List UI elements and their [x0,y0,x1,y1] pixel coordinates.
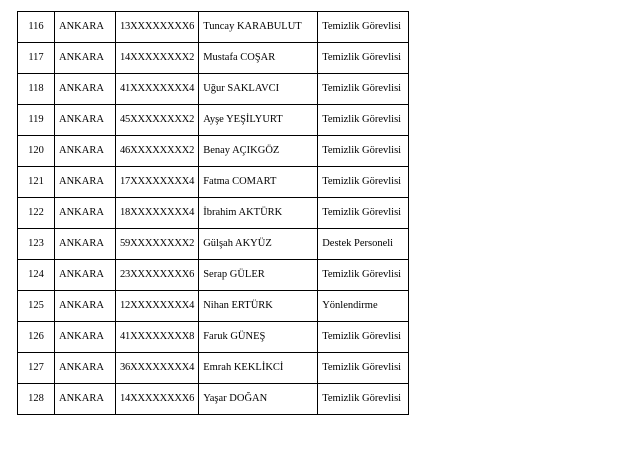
row-city: ANKARA [55,384,116,415]
row-role: Temizlik Görevlisi [318,12,409,43]
row-role: Temizlik Görevlisi [318,167,409,198]
personnel-table-container [17,11,409,415]
row-name: Gülşah AKYÜZ [199,229,318,260]
table-row [18,12,409,43]
row-id: 46XXXXXXXX2 [116,136,199,167]
row-role: Yönlendirme [318,291,409,322]
row-number: 116 [18,12,55,43]
row-number: 128 [18,384,55,415]
row-id: 14XXXXXXXX2 [116,43,199,74]
personnel-table [17,11,409,415]
row-role: Temizlik Görevlisi [318,198,409,229]
row-name: Faruk GÜNEŞ [199,322,318,353]
row-number: 120 [18,136,55,167]
row-number: 119 [18,105,55,136]
row-number: 127 [18,353,55,384]
row-role: Temizlik Görevlisi [318,353,409,384]
row-id: 45XXXXXXXX2 [116,105,199,136]
table-row [18,260,409,291]
row-name: Nihan ERTÜRK [199,291,318,322]
row-role: Temizlik Görevlisi [318,136,409,167]
row-name: Yaşar DOĞAN [199,384,318,415]
table-row [18,229,409,260]
table-row [18,43,409,74]
row-id: 12XXXXXXXX4 [116,291,199,322]
row-id: 17XXXXXXXX4 [116,167,199,198]
row-city: ANKARA [55,291,116,322]
row-city: ANKARA [55,43,116,74]
row-id: 41XXXXXXXX4 [116,74,199,105]
table-row [18,291,409,322]
table-row [18,198,409,229]
row-name: Ayşe YEŞİLYURT [199,105,318,136]
row-name: Emrah KEKLİKCİ [199,353,318,384]
row-id: 36XXXXXXXX4 [116,353,199,384]
row-number: 118 [18,74,55,105]
row-number: 121 [18,167,55,198]
row-city: ANKARA [55,229,116,260]
row-role: Destek Personeli [318,229,409,260]
row-name: Benay AÇIKGÖZ [199,136,318,167]
row-city: ANKARA [55,353,116,384]
row-city: ANKARA [55,322,116,353]
row-id: 18XXXXXXXX4 [116,198,199,229]
row-number: 117 [18,43,55,74]
row-role: Temizlik Görevlisi [318,260,409,291]
row-id: 14XXXXXXXX6 [116,384,199,415]
row-role: Temizlik Görevlisi [318,384,409,415]
row-name: Tuncay KARABULUT [199,12,318,43]
personnel-table-body [18,12,409,415]
row-number: 122 [18,198,55,229]
row-number: 124 [18,260,55,291]
row-number: 123 [18,229,55,260]
row-number: 125 [18,291,55,322]
table-row [18,105,409,136]
row-city: ANKARA [55,105,116,136]
row-name: İbrahim AKTÜRK [199,198,318,229]
table-row [18,384,409,415]
row-id: 41XXXXXXXX8 [116,322,199,353]
row-id: 59XXXXXXXX2 [116,229,199,260]
row-role: Temizlik Görevlisi [318,322,409,353]
row-city: ANKARA [55,136,116,167]
row-name: Uğur SAKLAVCI [199,74,318,105]
row-city: ANKARA [55,260,116,291]
row-role: Temizlik Görevlisi [318,74,409,105]
row-number: 126 [18,322,55,353]
row-name: Mustafa COŞAR [199,43,318,74]
row-city: ANKARA [55,167,116,198]
row-city: ANKARA [55,74,116,105]
row-id: 23XXXXXXXX6 [116,260,199,291]
row-id: 13XXXXXXXX6 [116,12,199,43]
table-row [18,353,409,384]
row-name: Fatma COMART [199,167,318,198]
row-name: Serap GÜLER [199,260,318,291]
row-city: ANKARA [55,198,116,229]
table-row [18,322,409,353]
table-row [18,167,409,198]
table-row [18,136,409,167]
row-city: ANKARA [55,12,116,43]
row-role: Temizlik Görevlisi [318,43,409,74]
row-role: Temizlik Görevlisi [318,105,409,136]
table-row [18,74,409,105]
